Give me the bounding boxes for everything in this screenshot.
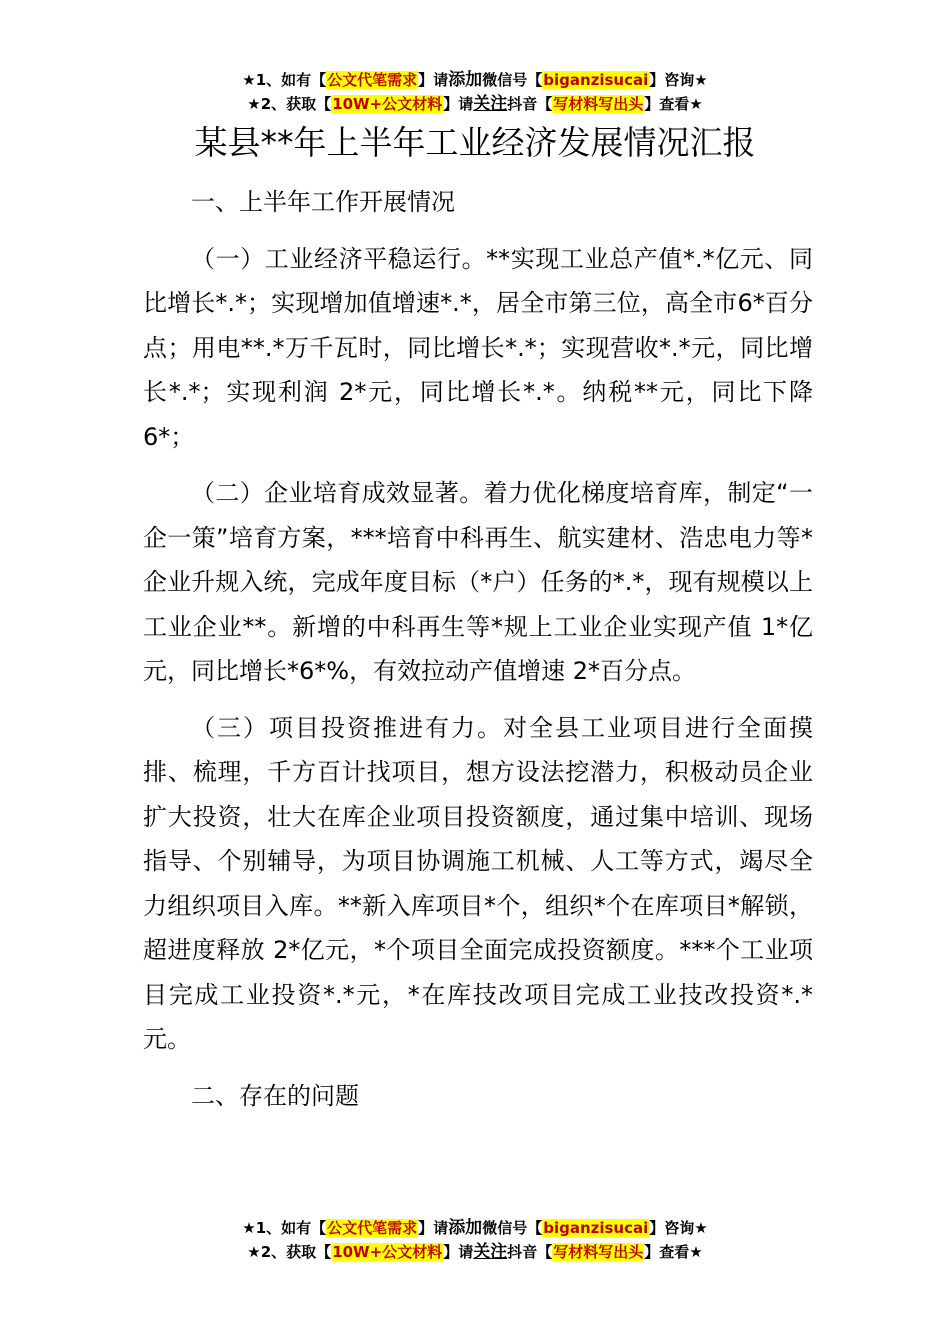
paragraph: （一）工业经济平稳运行。**实现工业总产值*.*亿元、同比增长*.*；实现增加值增速*.*，居全市第三位，高全市6*百分点；用电**.*万千瓦时，同比增长*.*；实现营收*.*元，同比增长*.*；实现利润 2*元，同比增长*.*。纳税**元，同比下降 6*； xyxy=(143,244,813,451)
promo-highlight: biganzisucai xyxy=(543,1219,649,1237)
section-heading: 二、存在的问题 xyxy=(191,1081,359,1110)
promo-banner-bottom xyxy=(0,1216,950,1264)
promo-banner-top xyxy=(0,68,950,116)
promo-highlight: 公文代笔需求 xyxy=(327,71,418,89)
promo-highlight: biganzisucai xyxy=(543,71,649,89)
document-body xyxy=(143,180,813,1118)
paragraph: （三）项目投资推进有力。对全县工业项目进行全面摸排、梳理，千方百计找项目，想方设法挖潜力，积极动员企业扩大投资，壮大在库企业项目投资额度，通过集中培训、现场指导、个别辅导，为项目协调施工机械、人工等方式，竭尽全力组织项目入库。**新入库项目*个，组织*个在库项目*解锁，超进度释放 2*亿元，*个项目全面完成投资额度。***个工业项目完成工业投资*.*元，*在库技改项目完成工业技改投资*.*元。 xyxy=(143,713,813,1053)
promo-highlight: 10W+公文材料 xyxy=(332,95,443,113)
promo-highlight: 公文代笔需求 xyxy=(327,1219,418,1237)
promo-line-2: ★2、获取【10W+公文材料】请关注抖音【写材料写出头】查看★ xyxy=(247,1242,703,1262)
paragraph: （二）企业培育成效显著。着力优化梯度培育库，制定“一企一策”培育方案，***培育中科再生、航实建材、浩忠电力等*企业升规入统，完成年度目标（*户）任务的*.*，现有规模以上工业企业**。新增的中科再生等*规上工业企业实现产值 1*亿元，同比增长*6*%，有效拉动产值增速 2*百分点。 xyxy=(143,479,813,685)
promo-highlight: 写材料写出头 xyxy=(553,1243,644,1261)
promo-highlight: 写材料写出头 xyxy=(553,95,644,113)
section-heading: 一、上半年工作开展情况 xyxy=(191,188,455,216)
promo-line-2: ★2、获取【10W+公文材料】请关注抖音【写材料写出头】查看★ xyxy=(247,94,703,114)
promo-line-1: ★1、如有【公文代笔需求】请添加微信号【biganzisucai】咨询★ xyxy=(242,70,708,90)
document-title: 某县**年上半年工业经济发展情况汇报 xyxy=(194,123,756,162)
promo-line-1: ★1、如有【公文代笔需求】请添加微信号【biganzisucai】咨询★ xyxy=(242,1218,708,1238)
promo-highlight: 10W+公文材料 xyxy=(332,1243,443,1261)
